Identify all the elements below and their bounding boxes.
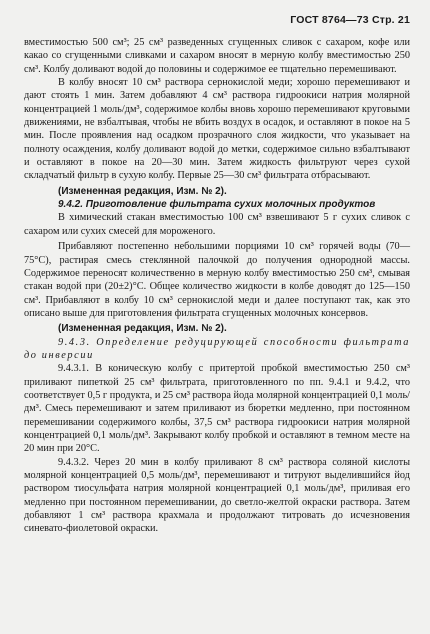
paragraph-beaker: В химический стакан вместимостью 100 см³ взвешивают 5 г сухих сливок с сахаром или сухих смесей для мороженого. (24, 212, 410, 237)
edit-note: (Измененная редакция, Изм. № 2). (58, 185, 227, 197)
paragraph-hot-water: Прибавляют постепенно небольшими порциями 10 см³ горячей воды (70—75°С), растирая смесь стеклянной палочкой до получения однородной массы. Содержимое переносят количественно в мерную колбу вместимостью 250 см³, смывая стакан водой при (20±2)°С. Общее количество жидкости в колбе доводят до 125—150 см³. Прибавляют в колбу 10 см³ сернокислой меди и далее поступают так, как это описано выше для приготовления фильтрата сгущенных молочных консервов. (24, 241, 410, 319)
document-body (24, 36, 410, 536)
paragraph-copper-sulfate: В колбу вносят 10 см³ раствора сернокислой меди; хорошо перемешивают и дают стоять 1 мин. Затем добавляют 4 см³ раствора гидроокиси натрия молярной концентрацией 1 моль/дм³, содержимое колбы вновь хорошо перемешивают круговыми движениями, не взбалтывая, чтобы не вбить воздух в осадок, и оставляют в покое на 5 мин. После проявления над осадком прозрачного слоя жидкости, что указывает на полноту осаждения, колбу доливают водой до метки, содержимое сильно взбалтывают и оставляют в покое на 20—30 мин. Затем жидкость фильтруют через сухой складчатый фильтр в сухую колбу. Первые 25—30 см³ фильтрата отбрасывают. (24, 77, 410, 182)
section-heading-9-4-2: 9.4.2. Приготовление фильтрата сухих молочных продуктов (58, 199, 376, 211)
paragraph-9-4-3-1: 9.4.3.1. В коническую колбу с притертой пробкой вместимостью 250 см³ приливают пипеткой 25 см³ фильтрата, приготовленного по пп. 9.4.1 и 9.4.2, что соответствует 0,5 г продукта, и 25 см³ раствора йода молярной концентрацией 0,1 моль/дм³. Смесь перемешивают и затем приливают из бюретки медленно, при постоянном перемешивании содержимого колбы, 37,5 см³ раствора гидроокиси натрия молярной концентрацией 0,1 моль/дм³. Закрывают колбу пробкой и оставляют в темном месте на 20 мин при 20°С. (24, 363, 411, 455)
paragraph-9-4-3-2: 9.4.3.2. Через 20 мин в колбу приливают 8 см³ раствора соляной кислоты молярной концентрацией 0,5 моль/дм³, перемешивают и титруют выделившийся йод раствором тиосульфата натрия молярной концентрацией 0,1 моль/дм³, приливая его медленно при постоянном перемешивании, до светло-желтой окраски раствора. Затем добавляют 1 см³ раствора крахмала и продолжают титровать до исчезновения синевато-фиолетовой окраски. (24, 456, 410, 535)
edit-note: (Измененная редакция, Изм. № 2). (58, 323, 227, 335)
page-header: ГОСТ 8764—73 Стр. 21 (290, 14, 410, 26)
paragraph-continuation: вместимостью 500 см³; 25 см³ разведенных сгущенных сливок с сахаром, кофе или какао со сгущенными сливками и сахаром вносят в мерную колбу вместимостью 250 см³. Колбу доливают водой до половины и содержимое ее тщательно перемешивают. (24, 37, 410, 75)
section-heading-9-4-3: 9.4.3. Определение редуцирующей способности фильтрата до инверсии (24, 336, 410, 361)
